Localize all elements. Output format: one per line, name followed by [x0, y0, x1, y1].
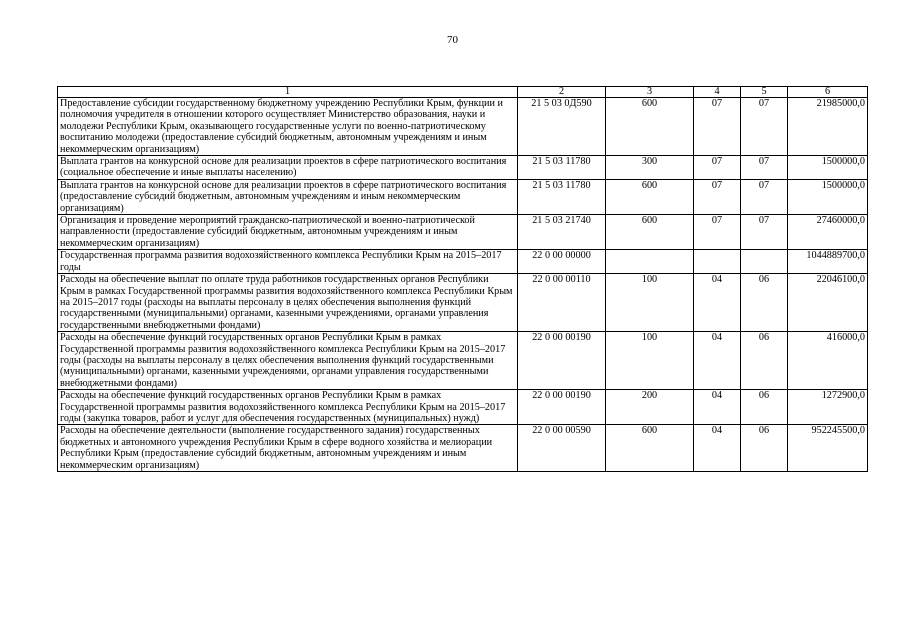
row-description: Организация и проведение мероприятий гражданско-патриотической и военно-патриотической направленности (предоставление субсидий бюджетным, автономным учреждениям и иным некоммерческим организациям)	[58, 215, 518, 250]
column-header: 5	[741, 87, 788, 98]
row-subsection: 07	[741, 215, 788, 250]
table-row	[58, 332, 868, 390]
budget-table	[57, 86, 868, 472]
row-amount: 952245500,0	[788, 425, 868, 472]
column-header: 1	[58, 87, 518, 98]
table-row	[58, 425, 868, 472]
row-section: 04	[694, 332, 741, 390]
column-header: 2	[518, 87, 606, 98]
table-row	[58, 179, 868, 214]
column-header: 4	[694, 87, 741, 98]
row-section: 07	[694, 98, 741, 156]
row-subsection: 07	[741, 179, 788, 214]
row-section: 04	[694, 425, 741, 472]
row-subsection: 06	[741, 274, 788, 332]
row-subsection: 06	[741, 425, 788, 472]
row-section	[694, 250, 741, 274]
row-description: Расходы на обеспечение функций государственных органов Республики Крым в рамках Государственной программы развития водохозяйственного комплекса Республики Крым на 2015–2017 годы (расходы на выплаты персоналу в целях обеспечения выполнения функций государственными (муниципальными) органами, казенными учреждениями, органами управления государственными внебюджетными фондами)	[58, 332, 518, 390]
row-amount: 21985000,0	[788, 98, 868, 156]
row-target-code: 22 0 00 00590	[518, 425, 606, 472]
row-amount: 1044889700,0	[788, 250, 868, 274]
row-amount: 1272900,0	[788, 390, 868, 425]
row-expense-type: 600	[606, 179, 694, 214]
row-section: 04	[694, 274, 741, 332]
row-section: 07	[694, 215, 741, 250]
table-row	[58, 98, 868, 156]
row-description: Расходы на обеспечение деятельности (выполнение государственного задания) государственных бюджетных и автономного учреждения Республики Крым в сфере водного хозяйства и мелиорации Республики Крым (предоставление субсидий бюджетным, автономным учреждениям и иным некоммерческим организациям)	[58, 425, 518, 472]
row-target-code: 21 5 03 0Д590	[518, 98, 606, 156]
row-amount: 22046100,0	[788, 274, 868, 332]
row-description: Выплата грантов на конкурсной основе для реализации проектов в сфере патриотического воспитания (социальное обеспечение и иные выплаты населению)	[58, 156, 518, 180]
row-section: 07	[694, 179, 741, 214]
row-expense-type: 600	[606, 98, 694, 156]
row-target-code: 21 5 03 11780	[518, 179, 606, 214]
table-row	[58, 156, 868, 180]
row-target-code: 22 0 00 00000	[518, 250, 606, 274]
row-description: Государственная программа развития водохозяйственного комплекса Республики Крым на 2015–2017 годы	[58, 250, 518, 274]
row-target-code: 21 5 03 21740	[518, 215, 606, 250]
row-section: 04	[694, 390, 741, 425]
row-expense-type	[606, 250, 694, 274]
row-amount: 416000,0	[788, 332, 868, 390]
table-row	[58, 390, 868, 425]
row-expense-type: 600	[606, 215, 694, 250]
row-expense-type: 200	[606, 390, 694, 425]
table-row	[58, 250, 868, 274]
row-target-code: 21 5 03 11780	[518, 156, 606, 180]
page-number: 70	[447, 34, 458, 46]
row-target-code: 22 0 00 00110	[518, 274, 606, 332]
row-expense-type: 100	[606, 332, 694, 390]
table-row	[58, 215, 868, 250]
row-amount: 1500000,0	[788, 179, 868, 214]
row-subsection: 07	[741, 156, 788, 180]
row-expense-type: 100	[606, 274, 694, 332]
row-section: 07	[694, 156, 741, 180]
row-expense-type: 600	[606, 425, 694, 472]
row-description: Расходы на обеспечение функций государственных органов Республики Крым в рамках Государственной программы развития водохозяйственного комплекса Республики Крым на 2015–2017 годы (закупка товаров, работ и услуг для обеспечения государственных (муниципальных) нужд)	[58, 390, 518, 425]
row-target-code: 22 0 00 00190	[518, 390, 606, 425]
row-amount: 1500000,0	[788, 156, 868, 180]
header-row	[58, 87, 868, 98]
row-target-code: 22 0 00 00190	[518, 332, 606, 390]
row-subsection	[741, 250, 788, 274]
row-subsection: 06	[741, 390, 788, 425]
row-subsection: 07	[741, 98, 788, 156]
table-row	[58, 274, 868, 332]
row-description: Предоставление субсидии государственному бюджетному учреждению Республики Крым, функции и полномочия учредителя в отношении которого осуществляет Министерство образования, науки и молодежи Республики Крым, оказывающего государственные услуги по военно-патриотическому воспитанию молодежи (предоставление субсидий бюджетным, автономным учреждениям и иным некоммерческим организациям)	[58, 98, 518, 156]
row-expense-type: 300	[606, 156, 694, 180]
row-description: Расходы на обеспечение выплат по оплате труда работников государственных органов Республики Крым в рамках Государственной программы развития водохозяйственного комплекса Республики Крым на 2015–2017 годы (расходы на выплаты персоналу в целях обеспечения выполнения функций государственными (муниципальными) органами, казенными учреждениями, органами управления государственными внебюджетными фондами)	[58, 274, 518, 332]
row-subsection: 06	[741, 332, 788, 390]
row-description: Выплата грантов на конкурсной основе для реализации проектов в сфере патриотического воспитания (предоставление субсидий бюджетным, автономным учреждениям и иным некоммерческим организациям)	[58, 179, 518, 214]
row-amount: 27460000,0	[788, 215, 868, 250]
column-header: 3	[606, 87, 694, 98]
column-header: 6	[788, 87, 868, 98]
